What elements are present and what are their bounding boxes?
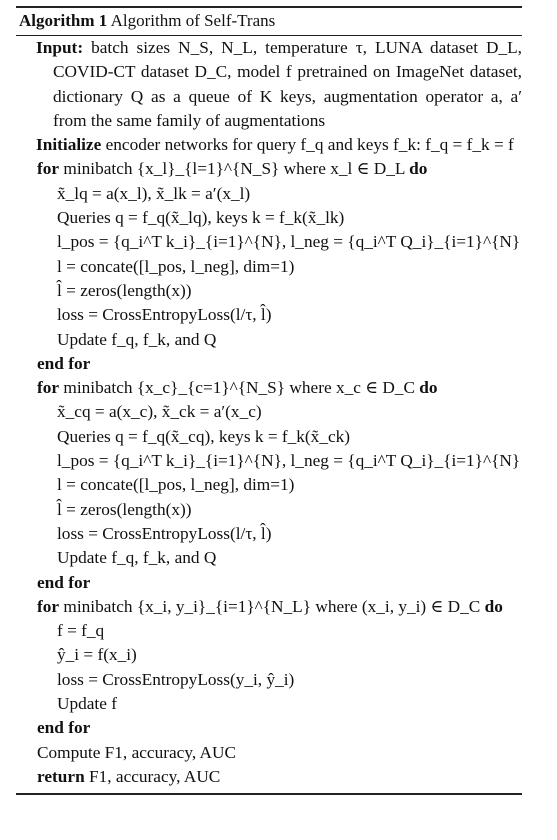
- line-queries-c: Queries q = f_q(x̃_cq), keys k = f_k(x̃_ck): [57, 426, 351, 446]
- line-endfor-1: end for: [37, 353, 91, 373]
- line-queries-l: Queries q = f_q(x̃_lq), keys k = f_k(x̃_lk): [57, 208, 345, 228]
- line-compute: Compute F1, accuracy, AUC: [37, 742, 237, 762]
- line-loss-ft: loss = CrossEntropyLoss(y_i, ŷ_i): [57, 669, 295, 689]
- line-for-covid: for minibatch {x_c}_{c=1}^{N_S} where x_c ∈ D_C do: [37, 378, 438, 398]
- line-update-f: Update f: [57, 694, 117, 714]
- line-lpos-l: l_pos = {q_i^T k_i}_{i=1}^{N}, l_neg = {q_i^T Q_i}_{i=1}^{N}: [57, 232, 521, 252]
- algorithm-label: Algorithm 1: [19, 11, 108, 30]
- line-for-luna: for minibatch {x_l}_{l=1}^{N_S} where x_l ∈ D_L do: [37, 159, 428, 179]
- algorithm-title: [16, 8, 522, 33]
- line-input: Input: batch sizes N_S, N_L, temperature τ, LUNA dataset D_L, COVID-CT dataset D_C, model f pretrained on ImageNet dataset, dictionary Q as a queue of K keys, augmentation operator a, a′ from the same family of augmentations: [36, 38, 522, 130]
- line-concate-l: l = concate([l_pos, l_neg], dim=1): [57, 256, 295, 276]
- line-loss-l: loss = CrossEntropyLoss(l/τ, l̂): [57, 305, 272, 325]
- line-augment-c: x̃_cq = a(x_c), x̃_ck = a′(x_c): [57, 402, 262, 422]
- bottom-rule: [16, 793, 522, 795]
- line-update-c: Update f_q, f_k, and Q: [57, 548, 217, 568]
- line-concate-c: l = concate([l_pos, l_neg], dim=1): [57, 475, 295, 495]
- line-augment-l: x̃_lq = a(x_l), x̃_lk = a′(x_l): [57, 183, 251, 203]
- line-for-finetune: for minibatch {x_i, y_i}_{i=1}^{N_L} where (x_i, y_i) ∈ D_C do: [37, 596, 503, 616]
- line-lpos-c: l_pos = {q_i^T k_i}_{i=1}^{N}, l_neg = {q_i^T Q_i}_{i=1}^{N}: [57, 451, 521, 471]
- line-predict: ŷ_i = f(x_i): [57, 645, 137, 665]
- algorithm-body: [16, 36, 522, 789]
- line-initialize: Initialize encoder networks for query f_q and keys f_k: f_q = f_k = f: [36, 135, 514, 155]
- line-endfor-2: end for: [37, 572, 91, 592]
- line-return: return F1, accuracy, AUC: [37, 766, 221, 786]
- line-assign-f: f = f_q: [57, 621, 105, 641]
- algorithm-name: Algorithm of Self-Trans: [110, 11, 276, 30]
- line-endfor-3: end for: [37, 718, 91, 738]
- algorithm-box: [16, 6, 522, 795]
- line-zeros-l: l̂ = zeros(length(x)): [57, 280, 192, 300]
- line-update-l: Update f_q, f_k, and Q: [57, 329, 217, 349]
- line-zeros-c: l̂ = zeros(length(x)): [57, 499, 192, 519]
- line-loss-c: loss = CrossEntropyLoss(l/τ, l̂): [57, 523, 272, 543]
